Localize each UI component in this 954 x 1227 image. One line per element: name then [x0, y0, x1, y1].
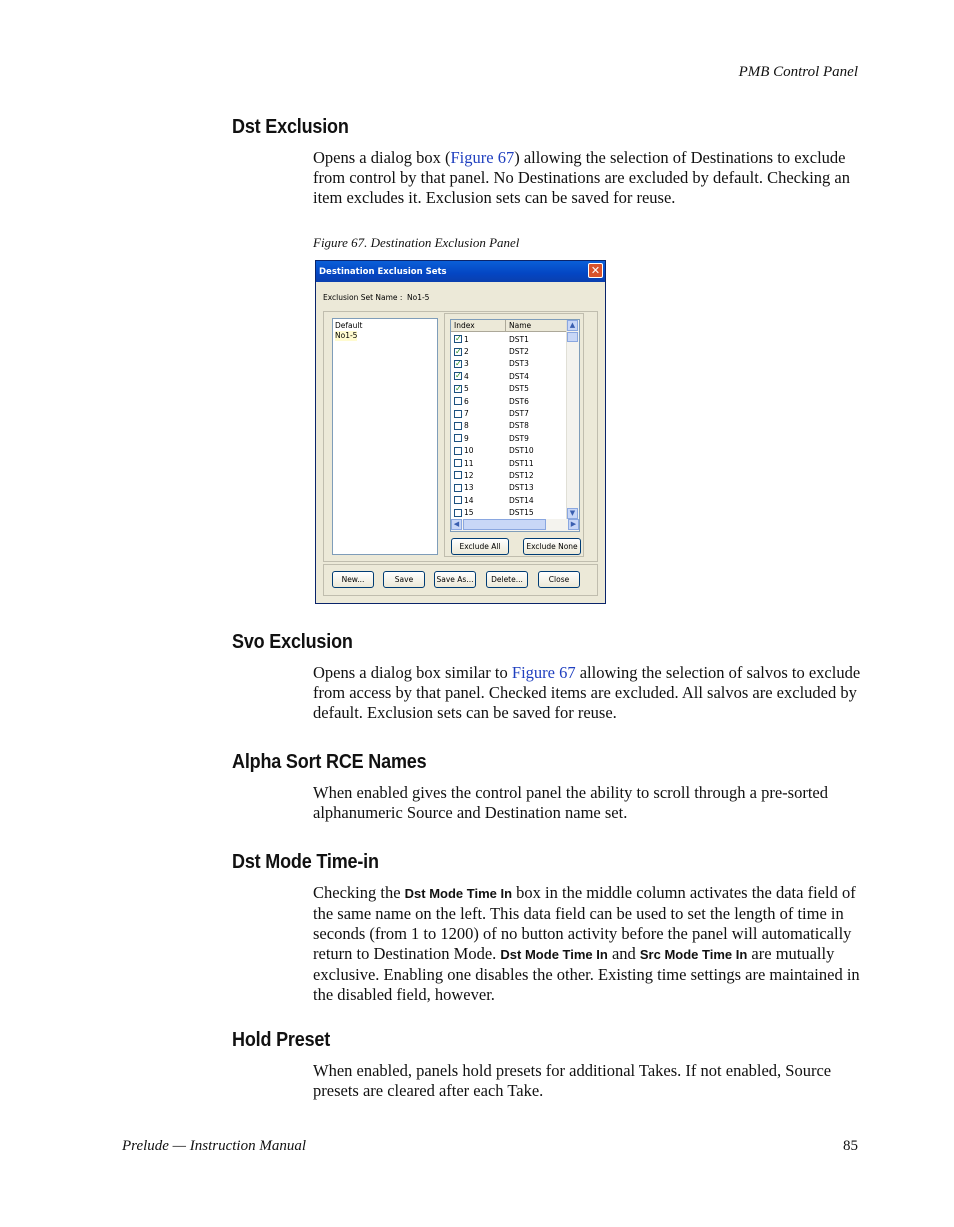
- footer-manual-title: Prelude — Instruction Manual: [122, 1138, 307, 1154]
- checked-checkbox[interactable]: ✓: [455, 358, 462, 368]
- scroll-right-icon[interactable]: ▶: [568, 519, 579, 530]
- vertical-scrollbar[interactable]: [566, 320, 579, 519]
- table-row[interactable]: [451, 395, 567, 407]
- scroll-up-icon[interactable]: ▲: [567, 320, 578, 331]
- grid-header: [451, 320, 567, 332]
- index-cell: [451, 384, 509, 393]
- column-header-name[interactable]: Name: [506, 320, 567, 331]
- grid-rows: [451, 333, 567, 519]
- index-value: 10: [464, 446, 474, 456]
- index-cell: [451, 359, 509, 368]
- index-value: 4: [464, 371, 469, 381]
- name-cell: DST13: [509, 483, 534, 493]
- index-cell: [451, 434, 509, 443]
- ui-term: Dst Mode Time In: [500, 947, 608, 962]
- dialog-title: Destination Exclusion Sets: [319, 266, 447, 277]
- index-cell: [451, 409, 509, 418]
- horizontal-scrollbar[interactable]: [451, 519, 579, 531]
- exclude-all-button[interactable]: Exclude All: [451, 538, 509, 555]
- name-cell: DST3: [509, 359, 529, 369]
- name-cell: DST9: [509, 433, 529, 443]
- table-row[interactable]: [451, 407, 567, 419]
- name-cell: DST5: [509, 384, 529, 394]
- index-value: 8: [464, 421, 469, 431]
- ui-term: Dst Mode Time In: [404, 886, 513, 901]
- index-cell: [451, 496, 509, 505]
- paragraph-dst-mode-time-in: [313, 883, 865, 1005]
- delete-button[interactable]: Delete...: [486, 571, 528, 588]
- index-value: 6: [464, 396, 469, 406]
- text: Opens a dialog box (: [313, 148, 451, 167]
- index-cell: [451, 335, 509, 344]
- checkbox[interactable]: [454, 397, 462, 405]
- index-cell: [451, 483, 509, 492]
- checked-checkbox[interactable]: ✓: [455, 383, 462, 393]
- table-row[interactable]: [451, 383, 567, 395]
- table-row[interactable]: [451, 506, 567, 518]
- checked-checkbox[interactable]: ✓: [455, 346, 462, 356]
- text: ) allowing the selection of Destinations to exclude from control by that panel. No Destinations are excluded by default. Checking an item excludes it. Exclusion sets can be saved for reuse.: [313, 148, 851, 207]
- paragraph-alpha-sort: When enabled gives the control panel the ability to scroll through a pre-sorted alphanumeric Source and Destination name set.: [313, 783, 829, 822]
- list-item[interactable]: Default: [335, 321, 363, 330]
- text: Opens a dialog box similar to: [313, 663, 512, 682]
- text: Checking the: [313, 883, 405, 902]
- index-cell: [451, 508, 509, 517]
- scroll-thumb[interactable]: [567, 332, 578, 342]
- running-header: PMB Control Panel: [738, 64, 858, 80]
- paragraph-hold-preset: When enabled, panels hold presets for additional Takes. If not enabled, Source presets are cleared after each Take.: [313, 1061, 832, 1100]
- scroll-down-icon[interactable]: ▼: [567, 508, 578, 519]
- paragraph-dst-exclusion: [313, 148, 865, 208]
- heading-svo-exclusion: Svo Exclusion: [232, 631, 353, 653]
- table-row[interactable]: [451, 482, 567, 494]
- index-value: 12: [464, 470, 474, 480]
- save-as-button[interactable]: Save As...: [434, 571, 476, 588]
- checkbox[interactable]: [454, 471, 462, 479]
- dialog-titlebar[interactable]: [316, 261, 605, 282]
- close-icon[interactable]: ✕: [588, 263, 603, 278]
- index-cell: [451, 372, 509, 381]
- checkbox[interactable]: [454, 509, 462, 517]
- close-button[interactable]: Close: [538, 571, 580, 588]
- index-value: 15: [464, 508, 474, 518]
- set-name-value: No1-5: [407, 293, 430, 302]
- table-row[interactable]: [451, 420, 567, 432]
- index-cell: [451, 459, 509, 468]
- index-value: 2: [464, 347, 469, 357]
- heading-alpha-sort: Alpha Sort RCE Names: [232, 751, 427, 773]
- text: and: [607, 944, 640, 963]
- new-button[interactable]: New...: [332, 571, 374, 588]
- save-button[interactable]: Save: [383, 571, 425, 588]
- exclude-none-button[interactable]: Exclude None: [523, 538, 581, 555]
- index-value: 9: [464, 433, 469, 443]
- index-cell: [451, 446, 509, 455]
- scroll-left-icon[interactable]: ◀: [451, 519, 462, 530]
- destination-exclusion-dialog: [315, 260, 606, 604]
- table-row[interactable]: [451, 333, 567, 345]
- table-row[interactable]: [451, 370, 567, 382]
- table-row[interactable]: [451, 345, 567, 357]
- index-value: 11: [464, 458, 474, 468]
- list-item-selected[interactable]: No1-5: [335, 331, 358, 340]
- checkbox[interactable]: [454, 422, 462, 430]
- index-value: 13: [464, 483, 474, 493]
- table-row[interactable]: [451, 469, 567, 481]
- index-value: 5: [464, 384, 469, 394]
- figure-caption: Figure 67. Destination Exclusion Panel: [313, 235, 520, 250]
- index-cell: [451, 471, 509, 480]
- ui-term: Src Mode Time In: [639, 947, 748, 962]
- index-cell: [451, 421, 509, 430]
- checked-checkbox[interactable]: ✓: [455, 334, 462, 344]
- table-row[interactable]: [451, 358, 567, 370]
- index-value: 7: [464, 409, 469, 419]
- checkbox[interactable]: [454, 434, 462, 442]
- name-cell: DST14: [509, 495, 534, 505]
- text: allowing the selection of salvos to exclude from access by that panel. Checked items are excluded. All salvos are excluded by default. Exclusion sets can be saved for reuse.: [313, 663, 861, 722]
- name-cell: DST6: [509, 396, 529, 406]
- name-cell: DST15: [509, 508, 534, 518]
- paragraph-svo-exclusion: [313, 663, 865, 723]
- table-row[interactable]: [451, 432, 567, 444]
- exclusion-sets-list[interactable]: [332, 318, 438, 555]
- checkbox[interactable]: [454, 496, 462, 504]
- checked-checkbox[interactable]: ✓: [455, 371, 462, 381]
- column-header-index[interactable]: Index: [451, 320, 506, 331]
- name-cell: DST7: [509, 409, 529, 419]
- name-cell: DST8: [509, 421, 529, 431]
- checkbox[interactable]: [454, 459, 462, 467]
- checkbox[interactable]: [454, 447, 462, 455]
- index-value: 14: [464, 495, 474, 505]
- index-cell: [451, 397, 509, 406]
- name-cell: DST1: [509, 334, 529, 344]
- name-cell: DST12: [509, 470, 534, 480]
- index-cell: [451, 347, 509, 356]
- set-name-label: Exclusion Set Name :: [323, 293, 403, 302]
- name-cell: DST2: [509, 347, 529, 357]
- index-value: 1: [464, 334, 469, 344]
- figure-link[interactable]: Figure 67: [450, 148, 515, 167]
- checkbox[interactable]: [454, 484, 462, 492]
- checkbox[interactable]: [454, 410, 462, 418]
- index-value: 3: [464, 359, 469, 369]
- scroll-thumb[interactable]: [463, 519, 546, 530]
- heading-dst-mode-time-in: Dst Mode Time-in: [232, 851, 379, 873]
- table-row[interactable]: [451, 494, 567, 506]
- name-cell: DST4: [509, 371, 529, 381]
- table-row[interactable]: [451, 445, 567, 457]
- text: are mutually exclusive. Enabling one disables the other. Existing time settings are maintained in the disabled field, however.: [313, 944, 860, 1004]
- figure-link[interactable]: Figure 67: [511, 663, 576, 682]
- heading-dst-exclusion: Dst Exclusion: [232, 116, 349, 138]
- page-number: 85: [843, 1138, 858, 1154]
- destinations-grid[interactable]: [450, 319, 580, 532]
- text: box in the middle column activates the data field of the same name on the left. This data field can be used to set the length of time in seconds (from 1 to 1200) of no button activity before the panel will automatically return to Destination Mode.: [313, 883, 856, 963]
- name-cell: DST10: [509, 446, 534, 456]
- name-cell: DST11: [509, 458, 534, 468]
- heading-hold-preset: Hold Preset: [232, 1029, 331, 1051]
- table-row[interactable]: [451, 457, 567, 469]
